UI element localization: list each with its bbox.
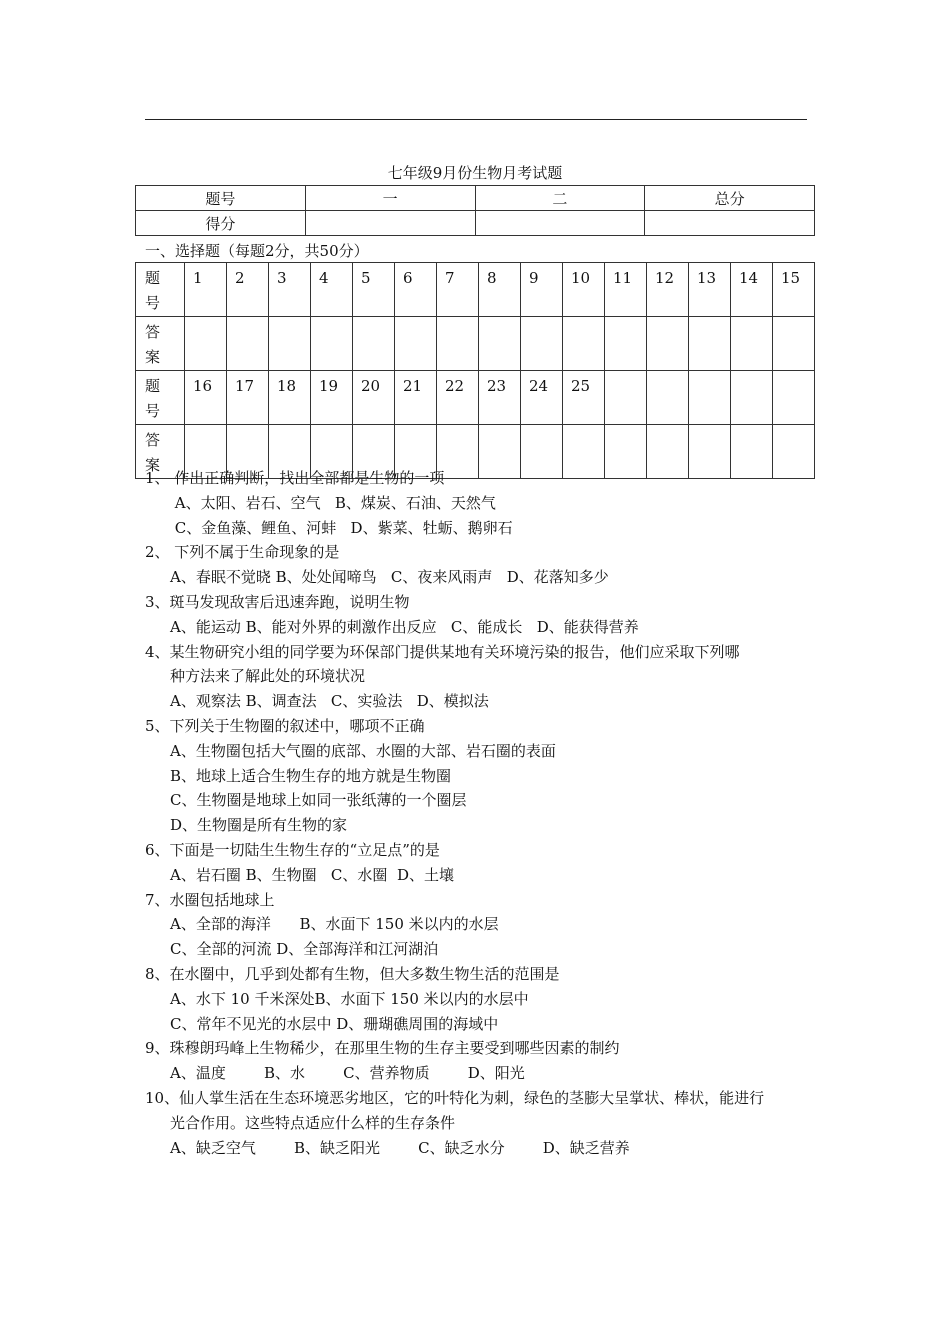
question-number-cell: 18 bbox=[269, 371, 311, 425]
question-number-label: 题 号 bbox=[136, 371, 185, 425]
question-stem: 3、斑马发现敌害后迅速奔跑，说明生物 bbox=[145, 592, 410, 611]
answer-cell[interactable] bbox=[605, 317, 647, 371]
question-item bbox=[145, 838, 815, 888]
question-number-cell bbox=[605, 371, 647, 425]
answer-cell[interactable] bbox=[311, 317, 353, 371]
question-item bbox=[145, 714, 815, 838]
question-number-cell: 8 bbox=[479, 263, 521, 317]
question-options: B、地球上适合生物生存的地方就是生物圈 bbox=[170, 766, 452, 785]
question-number-cell: 5 bbox=[353, 263, 395, 317]
question-options: A、生物圈包括大气圈的底部、水圈的大部、岩石圈的表面 bbox=[170, 741, 556, 760]
question-item bbox=[145, 466, 815, 540]
answer-cell[interactable] bbox=[227, 317, 269, 371]
question-stem: 7、水圈包括地球上 bbox=[145, 890, 275, 909]
question-number-cell: 22 bbox=[437, 371, 479, 425]
question-number-cell bbox=[731, 371, 773, 425]
question-number-cell: 20 bbox=[353, 371, 395, 425]
question-options: D、生物圈是所有生物的家 bbox=[170, 816, 348, 835]
question-number-cell: 14 bbox=[731, 263, 773, 317]
score-cell[interactable] bbox=[305, 211, 475, 236]
answer-cell[interactable] bbox=[269, 317, 311, 371]
answer-cell[interactable] bbox=[521, 317, 563, 371]
answer-cell[interactable] bbox=[479, 317, 521, 371]
question-stem: 2、 下列不属于生命现象的是 bbox=[145, 543, 340, 562]
answer-cell[interactable] bbox=[647, 317, 689, 371]
question-stem: 10、仙人掌生活在生态环境恶劣地区，它的叶特化为刺，绿色的茎膨大呈掌状、棒状，能进行 bbox=[145, 1088, 765, 1107]
question-options: A、观察法 B、调查法 C、实验法 D、模拟法 bbox=[170, 692, 489, 711]
question-item bbox=[145, 590, 815, 640]
question-number-cell: 4 bbox=[311, 263, 353, 317]
question-options: A、温度 B、水 C、营养物质 D、阳光 bbox=[170, 1064, 525, 1083]
score-row-label: 得分 bbox=[136, 211, 306, 236]
question-options: C、全部的河流 D、全部海洋和江河湖泊 bbox=[170, 940, 439, 959]
question-item bbox=[145, 640, 815, 714]
question-number-cell: 16 bbox=[185, 371, 227, 425]
question-number-cell: 10 bbox=[563, 263, 605, 317]
header-rule bbox=[145, 119, 807, 120]
question-options: C、金鱼藻、鲤鱼、河蚌 D、紫菜、牡蛎、鹅卵石 bbox=[170, 518, 513, 537]
question-options: A、岩石圈 B、生物圈 C、水圈 D、土壤 bbox=[170, 865, 454, 884]
score-header-cell: 二 bbox=[475, 186, 645, 211]
question-options: C、生物圈是地球上如同一张纸薄的一个圈层 bbox=[170, 791, 467, 810]
question-options: A、全部的海洋 B、水面下 150 米以内的水层 bbox=[170, 915, 499, 934]
question-stem: 6、下面是一切陆生生物生存的“立足点”的是 bbox=[145, 840, 440, 859]
answer-cell[interactable] bbox=[185, 317, 227, 371]
question-number-cell: 11 bbox=[605, 263, 647, 317]
question-item bbox=[145, 962, 815, 1036]
question-number-cell: 1 bbox=[185, 263, 227, 317]
question-number-cell: 12 bbox=[647, 263, 689, 317]
question-number-cell: 3 bbox=[269, 263, 311, 317]
question-number-cell: 17 bbox=[227, 371, 269, 425]
score-cell[interactable] bbox=[645, 211, 815, 236]
score-header-row bbox=[136, 186, 815, 211]
question-options: A、春眠不觉晓 B、处处闻啼鸟 C、夜来风雨声 D、花落知多少 bbox=[170, 568, 609, 587]
question-options: C、常年不见光的水层中 D、珊瑚礁周围的海域中 bbox=[170, 1014, 499, 1033]
question-options: A、太阳、岩石、空气 B、煤炭、石油、天然气 bbox=[170, 493, 496, 512]
question-stem: 1、 作出正确判断，找出全部都是生物的一项 bbox=[145, 469, 445, 487]
question-stem-continued: 光合作用。这些特点适应什么样的生存条件 bbox=[170, 1113, 456, 1132]
question-number-cell: 13 bbox=[689, 263, 731, 317]
score-cell[interactable] bbox=[475, 211, 645, 236]
question-number-row bbox=[136, 263, 815, 317]
question-item bbox=[145, 1086, 815, 1160]
question-number-cell: 6 bbox=[395, 263, 437, 317]
question-stem: 4、某生物研究小组的同学要为环保部门提供某地有关环境污染的报告，他们应采取下列哪 bbox=[145, 642, 740, 661]
question-stem: 5、下列关于生物圈的叙述中，哪项不正确 bbox=[145, 716, 425, 735]
answer-row-label: 答 案 bbox=[136, 425, 185, 479]
question-number-cell: 2 bbox=[227, 263, 269, 317]
answer-table bbox=[135, 262, 815, 479]
score-table bbox=[135, 185, 815, 236]
answer-cell[interactable] bbox=[689, 317, 731, 371]
question-stem-continued: 种方法来了解此处的环境状况 bbox=[170, 667, 366, 686]
question-options: A、水下 10 千米深处B、水面下 150 米以内的水层中 bbox=[170, 989, 529, 1008]
score-header-cell: 一 bbox=[305, 186, 475, 211]
answer-cell[interactable] bbox=[395, 317, 437, 371]
question-number-cell: 15 bbox=[773, 263, 815, 317]
question-number-label: 题 号 bbox=[136, 263, 185, 317]
score-header-cell: 总分 bbox=[645, 186, 815, 211]
question-options: A、能运动 B、能对外界的刺激作出反应 C、能成长 D、能获得营养 bbox=[170, 617, 639, 636]
question-stem: 9、珠穆朗玛峰上生物稀少，在那里生物的生存主要受到哪些因素的制约 bbox=[145, 1039, 620, 1058]
question-stem: 8、在水圈中，几乎到处都有生物，但大多数生物生活的范围是 bbox=[145, 964, 560, 983]
page-title: 七年级9月份生物月考试题 bbox=[387, 164, 563, 182]
question-list bbox=[145, 466, 815, 1160]
question-number-cell: 7 bbox=[437, 263, 479, 317]
question-item bbox=[145, 888, 815, 962]
question-number-cell bbox=[689, 371, 731, 425]
question-number-cell: 24 bbox=[521, 371, 563, 425]
answer-cell[interactable] bbox=[437, 317, 479, 371]
question-number-row bbox=[136, 371, 815, 425]
question-item bbox=[145, 1036, 815, 1086]
answer-row-label: 答 案 bbox=[136, 317, 185, 371]
answer-cell[interactable] bbox=[563, 317, 605, 371]
answer-cell[interactable] bbox=[773, 317, 815, 371]
question-number-cell: 21 bbox=[395, 371, 437, 425]
section-heading: 一、选择题（每题2分，共50分） bbox=[145, 242, 369, 260]
question-number-cell: 9 bbox=[521, 263, 563, 317]
answer-cell[interactable] bbox=[353, 317, 395, 371]
question-number-cell: 25 bbox=[563, 371, 605, 425]
question-number-cell bbox=[647, 371, 689, 425]
question-number-cell: 19 bbox=[311, 371, 353, 425]
answer-row bbox=[136, 317, 815, 371]
question-number-cell bbox=[773, 371, 815, 425]
question-number-cell: 23 bbox=[479, 371, 521, 425]
score-row bbox=[136, 211, 815, 236]
question-item bbox=[145, 540, 815, 590]
question-options: A、缺乏空气 B、缺乏阳光 C、缺乏水分 D、缺乏营养 bbox=[170, 1138, 630, 1157]
answer-cell[interactable] bbox=[731, 317, 773, 371]
score-header-cell: 题号 bbox=[136, 186, 306, 211]
